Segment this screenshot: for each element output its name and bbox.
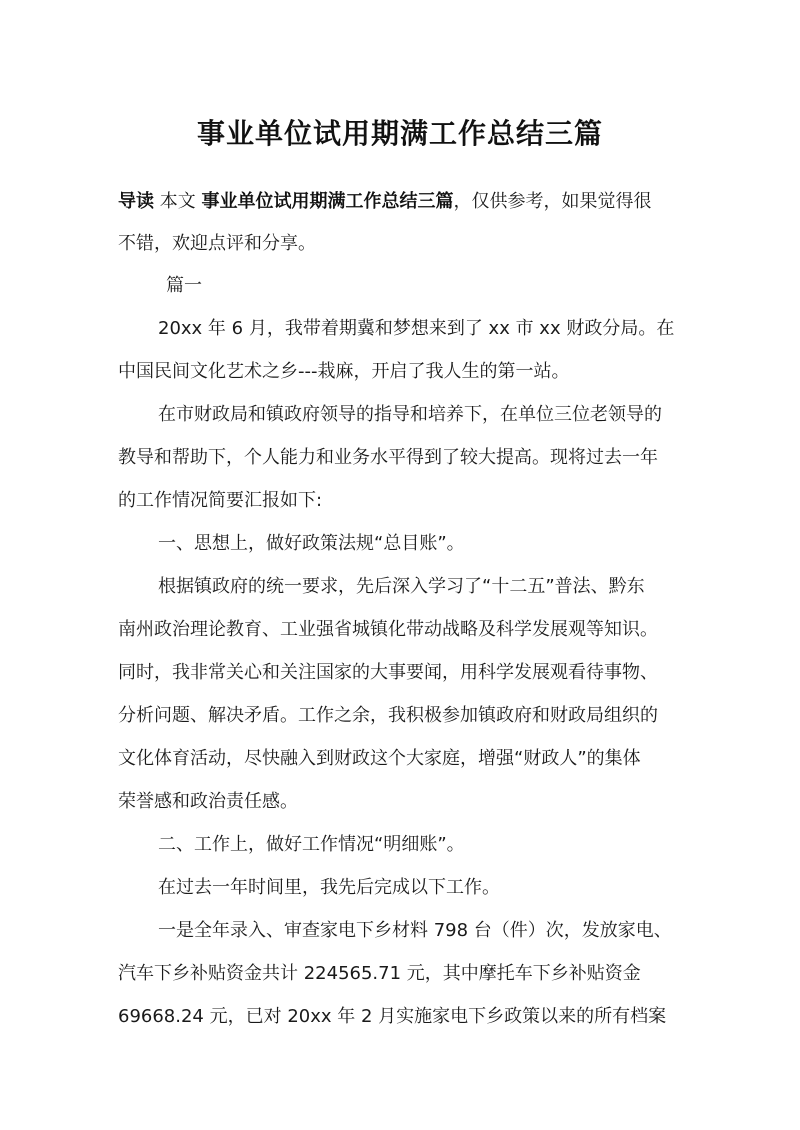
body-line: 中国民间文化艺术之乡---栽麻，开启了我人生的第一站。 [118,361,570,382]
body-line: 在过去一年时间里，我先后完成以下工作。 [158,877,500,898]
intro-line-1 [118,190,651,214]
body-line: 69668.24 元，已对 20xx 年 2 月实施家电下乡政策以来的所有档案 [118,1006,667,1027]
document-title: 事业单位试用期满工作总结三篇 [196,117,603,150]
intro-prefix: 本文 [159,191,196,212]
body-line: 20xx 年 6 月，我带着期冀和梦想来到了 xx 市 xx 财政分局。在 [158,318,675,339]
body-line: 一是全年录入、审查家电下乡材料 798 台（件）次，发放家电、 [158,920,672,941]
body-line: 同时，我非常关心和关注国家的大事要闻，用科学发展观看待事物、 [118,662,658,683]
intro-doc-title: 事业单位试用期满工作总结三篇 [201,191,454,212]
intro-suffix: ，仅供参考，如果觉得很 [453,191,652,212]
body-line: 根据镇政府的统一要求，先后深入学习了“十二五”普法、黔东 [158,576,645,597]
body-line: 在市财政局和镇政府领导的指导和培养下，在单位三位老领导的 [158,404,662,425]
section-heading: 篇一 [166,275,202,296]
body-line: 南州政治理论教育、工业强省城镇化带动战略及科学发展观等知识。 [118,619,658,640]
subheading-2: 二、工作上，做好工作情况“明细账”。 [158,834,465,855]
body-line: 汽车下乡补贴资金共计 224565.71 元，其中摩托车下乡补贴资金 [118,963,641,984]
intro-label: 导读 [118,191,154,212]
body-line: 教导和帮助下，个人能力和业务水平得到了较大提高。现将过去一年 [118,447,658,468]
intro-line-2: 不错，欢迎点评和分享。 [118,233,316,254]
body-line: 的工作情况简要汇报如下: [118,490,323,511]
body-line: 荣誉感和政治责任感。 [118,791,298,812]
subheading-1: 一、思想上，做好政策法规“总目账”。 [158,533,465,554]
body-line: 文化体育活动，尽快融入到财政这个大家庭，增强“财政人”的集体 [118,748,641,769]
body-line: 分析问题、解决矛盾。工作之余，我积极参加镇政府和财政局组织的 [118,705,658,726]
